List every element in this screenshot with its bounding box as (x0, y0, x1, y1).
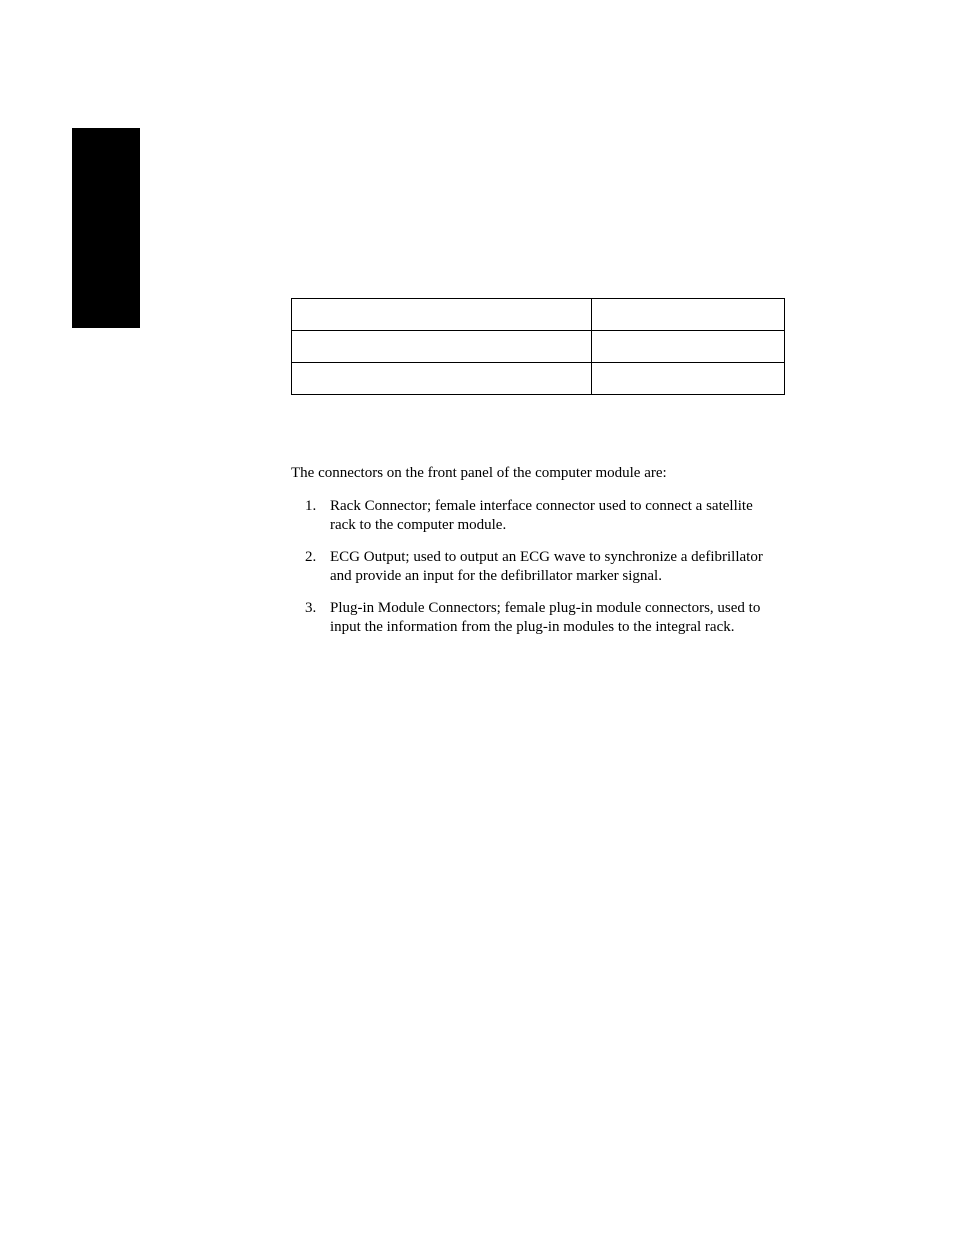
list-item-text: Plug-in Module Connectors; female plug-in module connectors, used to input the information from the plug-in modules to the integral rack. (330, 600, 761, 635)
table-row (292, 331, 785, 363)
list-item (291, 599, 771, 637)
table-row (292, 299, 785, 331)
table-cell (292, 331, 592, 363)
table-row (292, 363, 785, 395)
table-cell (592, 331, 785, 363)
table-cell (292, 299, 592, 331)
list-item-text: ECG Output; used to output an ECG wave to synchronize a defibrillator and provide an input for the defibrillator marker signal. (330, 549, 763, 584)
table-cell (592, 299, 785, 331)
connector-list (291, 497, 771, 650)
chapter-tab (72, 128, 140, 328)
table-cell (292, 363, 592, 395)
list-item-number: 3. (305, 600, 317, 616)
spec-table (291, 298, 785, 395)
table-cell (592, 363, 785, 395)
list-item (291, 497, 771, 535)
list-item-number: 2. (305, 549, 317, 565)
intro-paragraph: The connectors on the front panel of the computer module are: (291, 465, 667, 481)
list-item (291, 548, 771, 586)
list-item-text: Rack Connector; female interface connector used to connect a satellite rack to the computer module. (330, 498, 753, 533)
list-item-number: 1. (305, 498, 317, 514)
